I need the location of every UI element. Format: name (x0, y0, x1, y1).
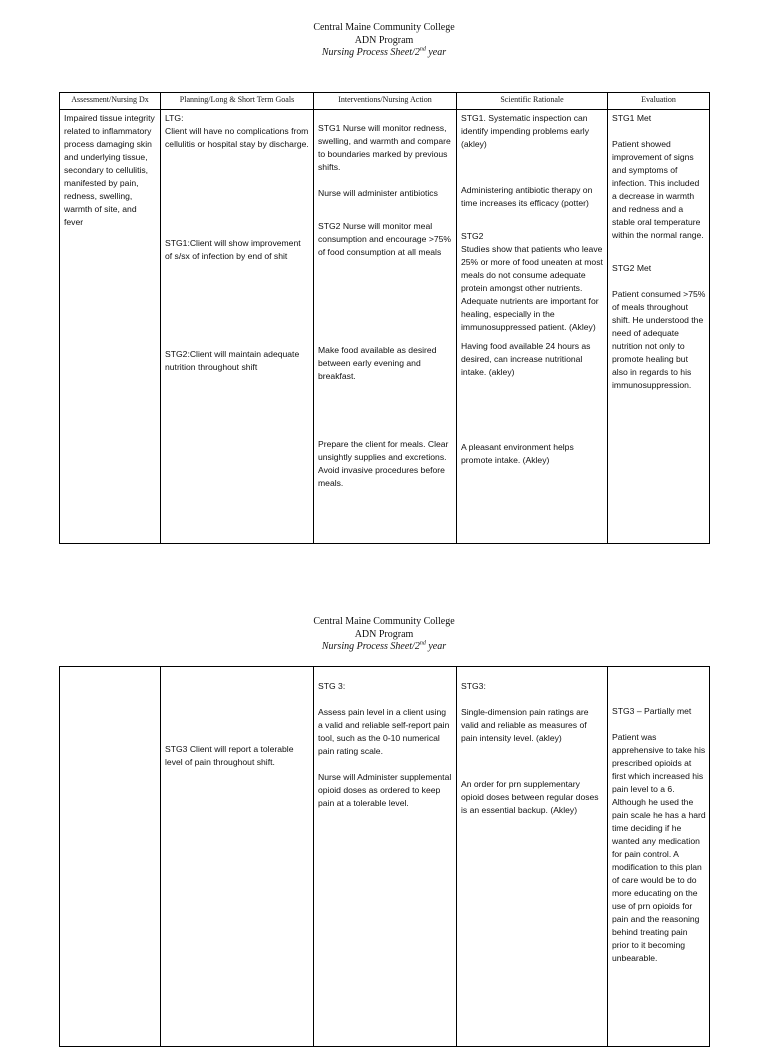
interventions-cell (314, 667, 457, 1047)
rationale-antibiotics: Administering antibiotic therapy on time increases its efficacy (potter) (461, 185, 593, 208)
rationale-stg1: STG1. Systematic inspection can identify impending problems early (akley) (461, 113, 590, 149)
college-name: Central Maine Community College (313, 616, 455, 627)
intervention-food-available: Make food available as desired between early evening and breakfast. (318, 345, 437, 381)
ltg-text: Client will have no complications from cellulitis or hospital stay by discharge. (165, 126, 309, 149)
evaluation-stg3: Patient was apprehensive to take his prescribed opioids at first which increased his pain level to a 6. Although he used the pain scale he has a hard time deciding if he wanted any medication for pain control. A modification to this plan of care would be to do more educating on the use of prn opioids for pain and the reasoning behind treating pain prior to it becoming unbearable. (612, 732, 706, 963)
column-header: Assessment/Nursing Dx (60, 93, 161, 110)
intervention-assess-pain: Assess pain level in a client using a valid and reliable self-report pain tool, such as the 0-10 numerical pain rating scale. (318, 707, 450, 756)
stg1-goal: STG1:Client will show improvement of s/sx of infection by end of shit (165, 238, 301, 261)
program-name: ADN Program (354, 628, 414, 640)
evaluation-stg2-label: STG2 Met (612, 263, 652, 273)
column-header: Planning/Long & Short Term Goals (161, 93, 314, 110)
stg3-goal: STG3 Client will report a tolerable level of pain throughout shift. (165, 744, 294, 767)
rationale-pain-ratings: Single-dimension pain ratings are valid and reliable as measures of pain intensity level. (akley) (461, 707, 589, 743)
rationale-prn-opioids: An order for prn supplementary opioid doses between regular doses is an essential backup. (Akley) (461, 779, 599, 815)
intervention-stg1: STG1 Nurse will monitor redness, swelling, and warmth and compare to boundaries marked by previous shifts. (318, 123, 451, 172)
rationale-cell (457, 667, 608, 1047)
column-header: Scientific Rationale (457, 93, 608, 110)
evaluation-cell (608, 110, 710, 544)
page-header (0, 22, 768, 60)
intervention-antibiotics: Nurse will administer antibiotics (318, 188, 438, 198)
nursing-process-table (59, 92, 710, 544)
nursing-diagnosis: Impaired tissue integrity related to inflammatory process damaging skin and underlying tissue, secondary to cellulitis, manifested by pain, redness, swelling, warmth of site, and fever (64, 113, 155, 227)
evaluation-stg1-label: STG1 Met (612, 113, 652, 123)
table-row (60, 667, 710, 1047)
intervention-opioids: Nurse will Administer supplemental opioid doses as ordered to keep pain at a tolerable level. (318, 772, 452, 808)
planning-cell (161, 110, 314, 544)
planning-cell (161, 667, 314, 1047)
sheet-title: Nursing Process Sheet/2nd year (321, 46, 447, 58)
page-header (0, 616, 768, 654)
column-header: Evaluation (608, 93, 710, 110)
interventions-cell (314, 110, 457, 544)
intervention-prepare-meals: Prepare the client for meals. Clear unsightly supplies and excretions. Avoid invasive procedures before meals. (318, 439, 449, 488)
rationale-stg2: Studies show that patients who leave 25% or more of food uneaten at most meals do not consume adequate protein amongst other nutrients. Adequate nutrients are important for healing, especially in the immunosuppressed patient. (Akley) (461, 244, 603, 332)
program-name: ADN Program (354, 34, 414, 46)
evaluation-stg1: Patient showed improvement of signs and symptoms of infection. This included a decrease in warmth and redness and a stable oral temperature within the normal range. (612, 139, 704, 240)
rationale-food-available: Having food available 24 hours as desired, can increase nutritional intake. (akley) (461, 341, 591, 377)
evaluation-stg3-label: STG3 – Partially met (612, 706, 692, 716)
rationale-cell (457, 110, 608, 544)
rationale-environment: A pleasant environment helps promote intake. (Akley) (461, 442, 574, 465)
stg2-goal: STG2:Client will maintain adequate nutrition throughout shift (165, 349, 300, 372)
table-header-row (60, 93, 710, 110)
ltg-label: LTG: (165, 113, 184, 123)
evaluation-stg2: Patient consumed >75% of meals throughout shift. He understood the need of adequate nutrition not only to promote healing but also in regards to his immunosuppression. (612, 289, 706, 390)
table-row (60, 110, 710, 544)
sheet-title: Nursing Process Sheet/2nd year (321, 640, 447, 652)
rationale-stg2-label: STG2 (461, 231, 484, 241)
assessment-cell (60, 667, 161, 1047)
college-name: Central Maine Community College (313, 22, 455, 33)
column-header: Interventions/Nursing Action (314, 93, 457, 110)
assessment-cell (60, 110, 161, 544)
intervention-stg3-label: STG 3: (318, 681, 346, 691)
evaluation-cell (608, 667, 710, 1047)
rationale-stg3-label: STG3: (461, 681, 486, 691)
nursing-process-table (59, 666, 710, 1047)
intervention-stg2: STG2 Nurse will monitor meal consumption and encourage >75% of food consumption at all meals (318, 221, 452, 257)
